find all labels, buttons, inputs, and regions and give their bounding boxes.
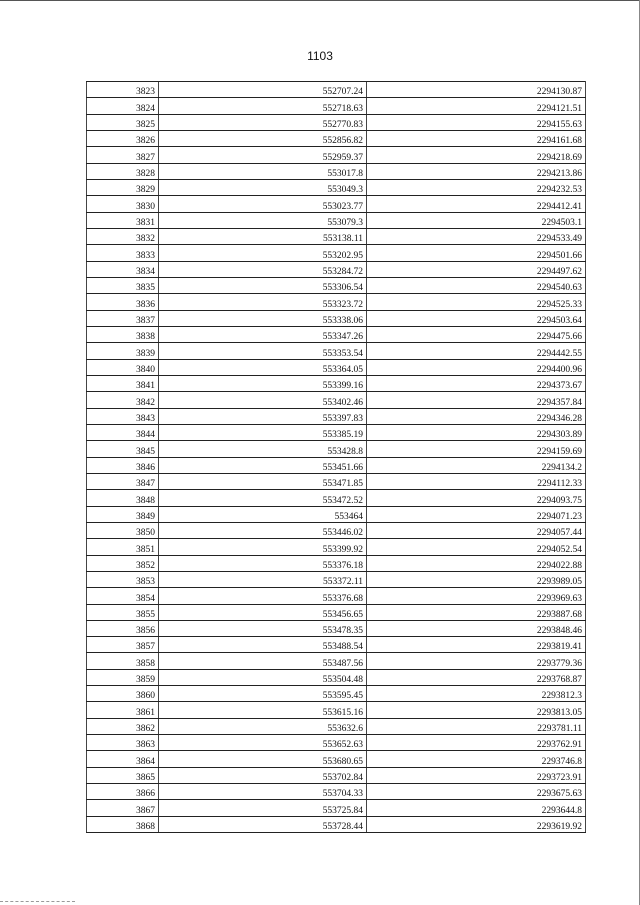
page-top-edge [0, 0, 640, 1]
y-coordinate-cell: 2294412.41 [367, 196, 586, 212]
point-id-cell: 3860 [87, 686, 159, 702]
point-id-cell: 3867 [87, 800, 159, 816]
point-id-cell: 3826 [87, 130, 159, 146]
table-row [87, 179, 586, 195]
x-coordinate-cell: 553478.35 [159, 620, 367, 636]
y-coordinate-cell: 2294533.49 [367, 228, 586, 244]
point-id-cell: 3846 [87, 457, 159, 473]
x-coordinate-cell: 553347.26 [159, 326, 367, 342]
table-row [87, 212, 586, 228]
x-coordinate-cell: 553702.84 [159, 767, 367, 783]
y-coordinate-cell: 2294155.63 [367, 114, 586, 130]
point-id-cell: 3852 [87, 555, 159, 571]
x-coordinate-cell: 553385.19 [159, 424, 367, 440]
y-coordinate-cell: 2294497.62 [367, 261, 586, 277]
y-coordinate-cell: 2294525.33 [367, 294, 586, 310]
x-coordinate-cell: 553595.45 [159, 686, 367, 702]
y-coordinate-cell: 2294218.69 [367, 147, 586, 163]
table-row [87, 718, 586, 734]
table-row [87, 245, 586, 261]
y-coordinate-cell: 2293675.63 [367, 784, 586, 800]
point-id-cell: 3848 [87, 490, 159, 506]
page-number: 1103 [307, 49, 333, 63]
x-coordinate-cell: 553079.3 [159, 212, 367, 228]
table-row [87, 130, 586, 146]
point-id-cell: 3856 [87, 620, 159, 636]
x-coordinate-cell: 553464 [159, 506, 367, 522]
y-coordinate-cell: 2293813.05 [367, 702, 586, 718]
point-id-cell: 3825 [87, 114, 159, 130]
table-row [87, 522, 586, 538]
table-row [87, 441, 586, 457]
table-row [87, 686, 586, 702]
x-coordinate-cell: 553446.02 [159, 522, 367, 538]
table-row [87, 604, 586, 620]
y-coordinate-cell: 2294400.96 [367, 359, 586, 375]
table-row [87, 588, 586, 604]
point-id-cell: 3834 [87, 261, 159, 277]
point-id-cell: 3865 [87, 767, 159, 783]
y-coordinate-cell: 2293812.3 [367, 686, 586, 702]
y-coordinate-cell: 2293746.8 [367, 751, 586, 767]
x-coordinate-cell: 553725.84 [159, 800, 367, 816]
y-coordinate-cell: 2294159.69 [367, 441, 586, 457]
y-coordinate-cell: 2293819.41 [367, 637, 586, 653]
table-row [87, 408, 586, 424]
x-coordinate-cell: 553704.33 [159, 784, 367, 800]
y-coordinate-cell: 2293779.36 [367, 653, 586, 669]
x-coordinate-cell: 553372.11 [159, 571, 367, 587]
point-id-cell: 3868 [87, 816, 159, 832]
x-coordinate-cell: 552707.24 [159, 82, 367, 98]
y-coordinate-cell: 2293848.46 [367, 620, 586, 636]
y-coordinate-cell: 2294303.89 [367, 424, 586, 440]
x-coordinate-cell: 553615.16 [159, 702, 367, 718]
y-coordinate-cell: 2294503.1 [367, 212, 586, 228]
x-coordinate-cell: 553728.44 [159, 816, 367, 832]
x-coordinate-cell: 553399.92 [159, 539, 367, 555]
y-coordinate-cell: 2294373.67 [367, 375, 586, 391]
x-coordinate-cell: 553472.52 [159, 490, 367, 506]
y-coordinate-cell: 2294442.55 [367, 343, 586, 359]
x-coordinate-cell: 553488.54 [159, 637, 367, 653]
point-id-cell: 3847 [87, 473, 159, 489]
x-coordinate-cell: 553402.46 [159, 392, 367, 408]
point-id-cell: 3863 [87, 735, 159, 751]
point-id-cell: 3830 [87, 196, 159, 212]
x-coordinate-cell: 553376.18 [159, 555, 367, 571]
x-coordinate-cell: 553397.83 [159, 408, 367, 424]
point-id-cell: 3866 [87, 784, 159, 800]
point-id-cell: 3855 [87, 604, 159, 620]
point-id-cell: 3829 [87, 179, 159, 195]
x-coordinate-cell: 553023.77 [159, 196, 367, 212]
table-row [87, 816, 586, 832]
point-id-cell: 3837 [87, 310, 159, 326]
y-coordinate-cell: 2294213.86 [367, 163, 586, 179]
table-row [87, 473, 586, 489]
point-id-cell: 3843 [87, 408, 159, 424]
y-coordinate-cell: 2293644.8 [367, 800, 586, 816]
table-row [87, 751, 586, 767]
table-row [87, 114, 586, 130]
y-coordinate-cell: 2294346.28 [367, 408, 586, 424]
x-coordinate-cell: 553202.95 [159, 245, 367, 261]
y-coordinate-cell: 2293989.05 [367, 571, 586, 587]
x-coordinate-cell: 553353.54 [159, 343, 367, 359]
point-id-cell: 3842 [87, 392, 159, 408]
point-id-cell: 3839 [87, 343, 159, 359]
table-row [87, 800, 586, 816]
y-coordinate-cell: 2294121.51 [367, 98, 586, 114]
x-coordinate-cell: 552856.82 [159, 130, 367, 146]
table-row [87, 82, 586, 98]
y-coordinate-cell: 2294112.33 [367, 473, 586, 489]
x-coordinate-cell: 553049.3 [159, 179, 367, 195]
point-id-cell: 3838 [87, 326, 159, 342]
x-coordinate-cell: 553364.05 [159, 359, 367, 375]
y-coordinate-cell: 2293768.87 [367, 669, 586, 685]
x-coordinate-cell: 553138.11 [159, 228, 367, 244]
x-coordinate-cell: 553338.06 [159, 310, 367, 326]
x-coordinate-cell: 553471.85 [159, 473, 367, 489]
x-coordinate-cell: 553504.48 [159, 669, 367, 685]
y-coordinate-cell: 2293762.91 [367, 735, 586, 751]
coordinates-table [86, 81, 586, 833]
point-id-cell: 3862 [87, 718, 159, 734]
y-coordinate-cell: 2293619.92 [367, 816, 586, 832]
coordinates-table-body [87, 82, 586, 833]
table-row [87, 326, 586, 342]
table-row [87, 359, 586, 375]
table-row [87, 539, 586, 555]
x-coordinate-cell: 552959.37 [159, 147, 367, 163]
table-row [87, 506, 586, 522]
y-coordinate-cell: 2294475.66 [367, 326, 586, 342]
x-coordinate-cell: 553456.65 [159, 604, 367, 620]
y-coordinate-cell: 2294134.2 [367, 457, 586, 473]
y-coordinate-cell: 2294022.88 [367, 555, 586, 571]
point-id-cell: 3835 [87, 277, 159, 293]
y-coordinate-cell: 2294540.63 [367, 277, 586, 293]
point-id-cell: 3833 [87, 245, 159, 261]
point-id-cell: 3851 [87, 539, 159, 555]
point-id-cell: 3853 [87, 571, 159, 587]
point-id-cell: 3857 [87, 637, 159, 653]
table-row [87, 767, 586, 783]
table-row [87, 147, 586, 163]
table-row [87, 457, 586, 473]
table-row [87, 735, 586, 751]
table-row [87, 669, 586, 685]
point-id-cell: 3854 [87, 588, 159, 604]
y-coordinate-cell: 2293723.91 [367, 767, 586, 783]
y-coordinate-cell: 2293969.63 [367, 588, 586, 604]
point-id-cell: 3864 [87, 751, 159, 767]
x-coordinate-cell: 553284.72 [159, 261, 367, 277]
table-row [87, 490, 586, 506]
table-row [87, 310, 586, 326]
point-id-cell: 3823 [87, 82, 159, 98]
x-coordinate-cell: 553487.56 [159, 653, 367, 669]
y-coordinate-cell: 2294093.75 [367, 490, 586, 506]
x-coordinate-cell: 553632.6 [159, 718, 367, 734]
x-coordinate-cell: 553680.65 [159, 751, 367, 767]
x-coordinate-cell: 553017.8 [159, 163, 367, 179]
table-row [87, 196, 586, 212]
x-coordinate-cell: 553399.16 [159, 375, 367, 391]
point-id-cell: 3859 [87, 669, 159, 685]
x-coordinate-cell: 553428.8 [159, 441, 367, 457]
x-coordinate-cell: 553376.68 [159, 588, 367, 604]
x-coordinate-cell: 553306.54 [159, 277, 367, 293]
table-row [87, 98, 586, 114]
point-id-cell: 3828 [87, 163, 159, 179]
y-coordinate-cell: 2294503.64 [367, 310, 586, 326]
x-coordinate-cell: 553451.66 [159, 457, 367, 473]
point-id-cell: 3836 [87, 294, 159, 310]
point-id-cell: 3832 [87, 228, 159, 244]
y-coordinate-cell: 2294052.54 [367, 539, 586, 555]
table-row [87, 163, 586, 179]
point-id-cell: 3845 [87, 441, 159, 457]
point-id-cell: 3844 [87, 424, 159, 440]
table-row [87, 261, 586, 277]
x-coordinate-cell: 553652.63 [159, 735, 367, 751]
point-id-cell: 3824 [87, 98, 159, 114]
table-row [87, 375, 586, 391]
point-id-cell: 3850 [87, 522, 159, 538]
table-row [87, 620, 586, 636]
table-row [87, 343, 586, 359]
x-coordinate-cell: 553323.72 [159, 294, 367, 310]
point-id-cell: 3841 [87, 375, 159, 391]
point-id-cell: 3861 [87, 702, 159, 718]
scan-edge-mark [0, 901, 75, 903]
y-coordinate-cell: 2294232.53 [367, 179, 586, 195]
y-coordinate-cell: 2294071.23 [367, 506, 586, 522]
y-coordinate-cell: 2294057.44 [367, 522, 586, 538]
point-id-cell: 3831 [87, 212, 159, 228]
table-row [87, 784, 586, 800]
y-coordinate-cell: 2293887.68 [367, 604, 586, 620]
y-coordinate-cell: 2294130.87 [367, 82, 586, 98]
table-row [87, 392, 586, 408]
table-row [87, 228, 586, 244]
x-coordinate-cell: 552770.83 [159, 114, 367, 130]
x-coordinate-cell: 552718.63 [159, 98, 367, 114]
table-row [87, 294, 586, 310]
table-row [87, 571, 586, 587]
table-row [87, 277, 586, 293]
table-row [87, 555, 586, 571]
y-coordinate-cell: 2294357.84 [367, 392, 586, 408]
y-coordinate-cell: 2294501.66 [367, 245, 586, 261]
y-coordinate-cell: 2294161.68 [367, 130, 586, 146]
table-row [87, 637, 586, 653]
point-id-cell: 3858 [87, 653, 159, 669]
y-coordinate-cell: 2293781.11 [367, 718, 586, 734]
point-id-cell: 3840 [87, 359, 159, 375]
table-row [87, 653, 586, 669]
point-id-cell: 3849 [87, 506, 159, 522]
table-row [87, 424, 586, 440]
point-id-cell: 3827 [87, 147, 159, 163]
table-row [87, 702, 586, 718]
